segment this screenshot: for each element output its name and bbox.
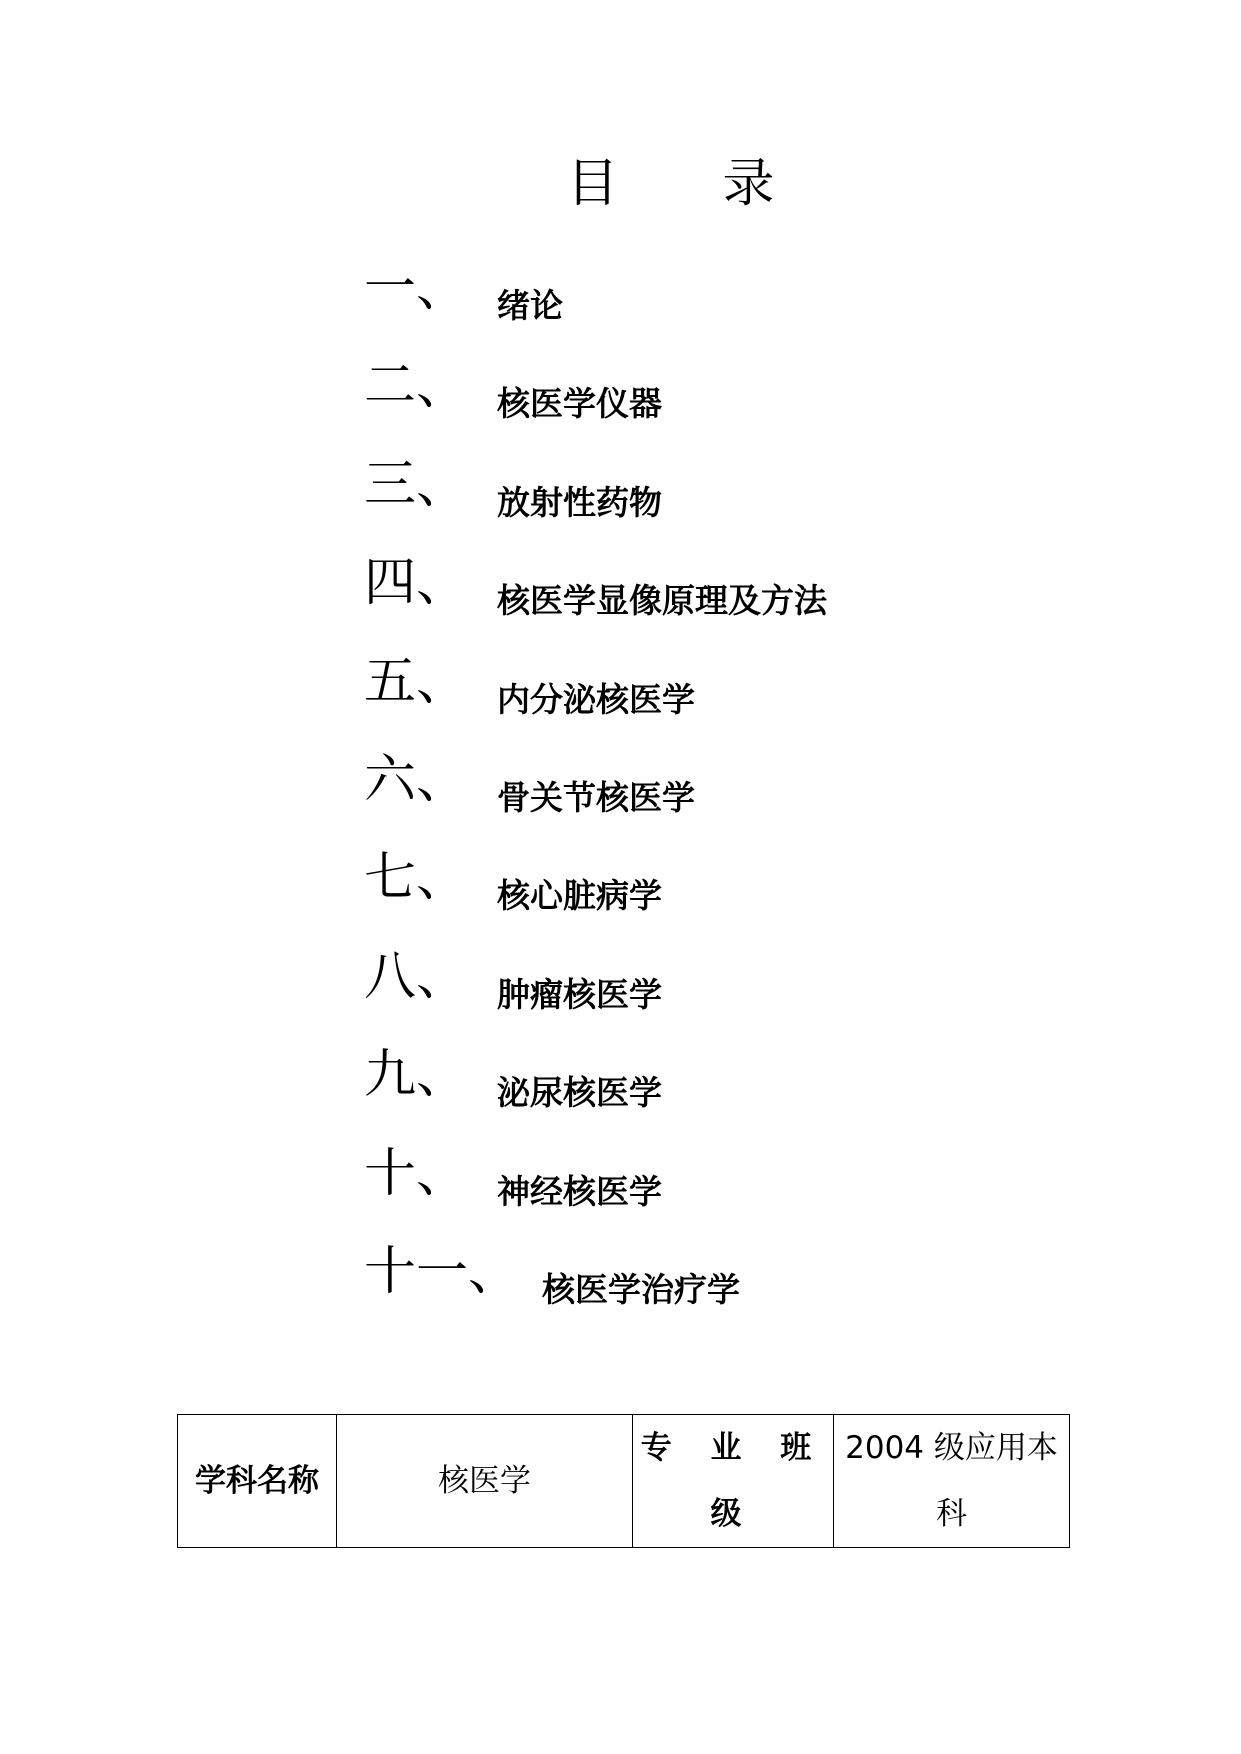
subject-value-cell: 核医学	[337, 1415, 633, 1548]
toc-item-number: 七、	[364, 848, 469, 909]
toc-item	[364, 1143, 827, 1246]
table-row	[178, 1415, 1070, 1548]
toc-item-label: 放射性药物	[497, 482, 662, 522]
toc-item-number: 八、	[364, 946, 469, 1007]
page-title: 目 录	[566, 154, 775, 214]
toc-item	[364, 651, 827, 754]
toc-item-number: 九、	[364, 1045, 469, 1106]
toc-item	[364, 1241, 827, 1344]
toc-item-label: 核心脏病学	[497, 876, 662, 916]
toc-item-label: 核医学显像原理及方法	[497, 581, 827, 621]
toc-item-label: 绪论	[497, 286, 563, 325]
toc-item	[364, 454, 827, 557]
toc-item-number: 二、	[364, 356, 469, 417]
toc-item-label: 肿瘤核医学	[497, 974, 662, 1014]
toc-item-number: 五、	[364, 651, 469, 712]
toc-item	[364, 356, 827, 458]
subject-label-cell: 学科名称	[178, 1415, 337, 1548]
toc-item-number: 一、	[364, 258, 469, 318]
toc-item-label: 骨关节核医学	[497, 777, 695, 817]
toc-item	[364, 749, 827, 852]
toc-item-number: 四、	[364, 553, 469, 614]
toc-item-number: 三、	[364, 454, 469, 515]
toc-item	[364, 553, 827, 655]
toc-item-label: 内分泌核医学	[497, 679, 695, 719]
toc-item-label: 神经核医学	[497, 1171, 662, 1211]
class-value-cell: 2004 级应用本科	[834, 1415, 1070, 1548]
toc-item-number: 六、	[364, 749, 469, 810]
toc-item-number: 十、	[364, 1143, 469, 1204]
toc-item	[364, 1045, 827, 1147]
toc-item-label: 泌尿核医学	[497, 1073, 662, 1113]
toc-item	[364, 946, 827, 1049]
toc-item-label: 核医学治疗学	[542, 1269, 740, 1309]
toc-item	[364, 258, 827, 360]
toc-item	[364, 848, 827, 950]
toc-item-number: 十一、	[364, 1241, 521, 1302]
class-label-cell: 专 业 班 级	[633, 1415, 834, 1548]
course-info-table	[177, 1414, 1070, 1548]
table-of-contents	[364, 258, 827, 1344]
toc-item-label: 核医学仪器	[497, 384, 662, 424]
